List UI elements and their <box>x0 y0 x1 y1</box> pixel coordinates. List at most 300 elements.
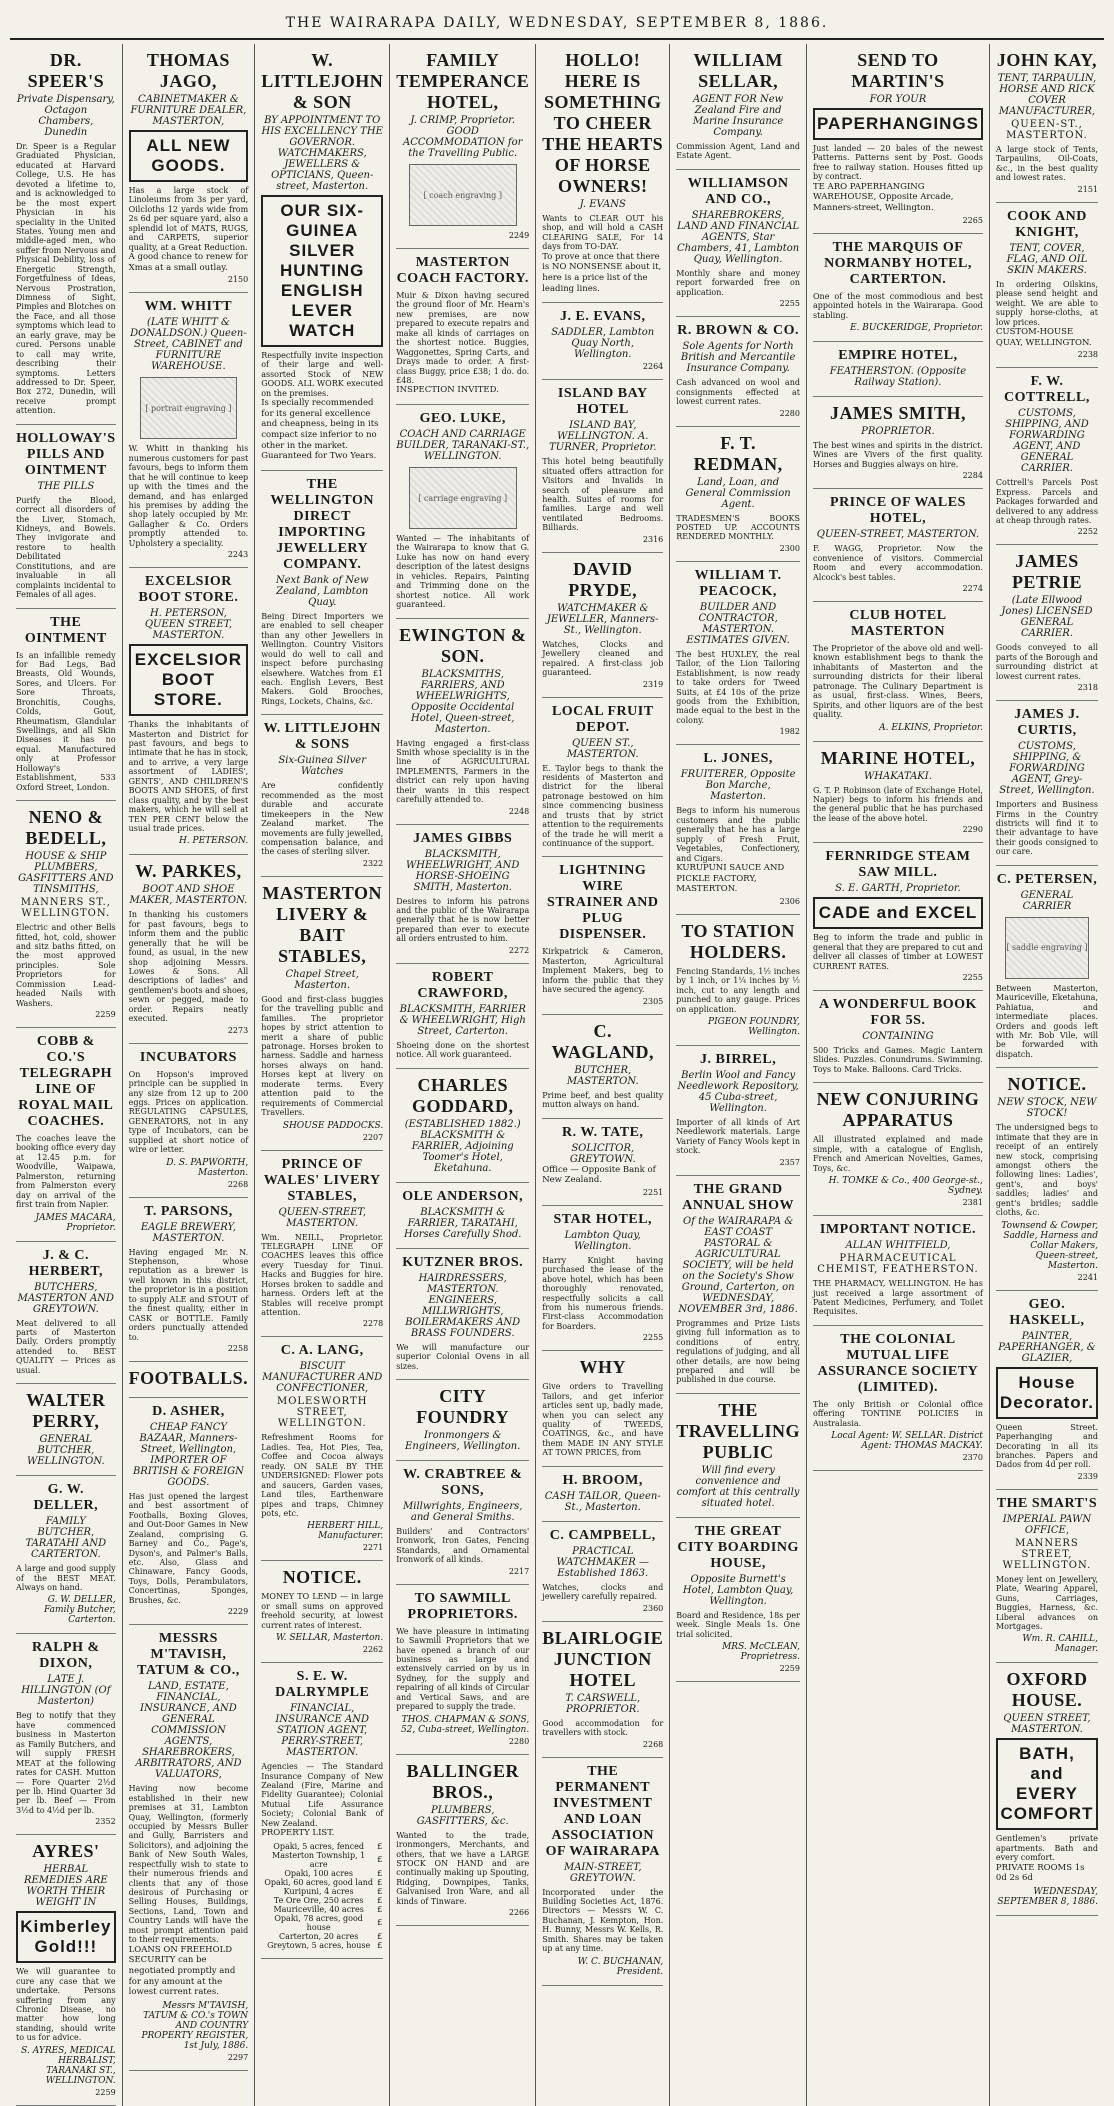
ad-subtitle: CASH TAILOR, Queen-St., Masterton. <box>544 1490 661 1513</box>
ad-body: Are confidently recommended as the most durable and accurate timekeepers in the New Zealand market. The movements are fully jewelled, compensation balance, and the cases of sterling silver. <box>261 781 384 857</box>
ad-body: Prime beef, and best quality mutton always on hand. <box>542 1090 664 1110</box>
property-row <box>261 1851 383 1869</box>
property-row <box>261 1878 383 1887</box>
ad-title: BALLINGER BROS., <box>406 1760 519 1802</box>
ad-title: C. PETERSEN, <box>996 871 1098 887</box>
ad-title: THE GREAT CITY BOARDING HOUSE, <box>677 1523 799 1571</box>
ad-number: 2280 <box>779 408 800 418</box>
ad-body: Respectfully invite inspection of their large and well-assorted Stock of NEW GOODS. ALL WORK executed on the premises. <box>261 351 384 398</box>
ad-line: PROPERTY LIST. <box>261 1828 335 1839</box>
ad-body: Agencies — The Standard Insurance Company of New Zealand (Fire, Marine and Fidelity Guarantee); Colonial Mutual Life Assurance Society; Colonial Bank of New Zealand. <box>261 1762 384 1828</box>
column-5 <box>536 44 670 2106</box>
advertisement <box>813 342 983 397</box>
ad-number: 2280 <box>508 1736 530 1746</box>
ad-subtitle: FAMILY BUTCHER, TARATAHI AND CARTERTON. <box>25 1516 107 1561</box>
ad-body: Incorporated under the Building Societies Act, 1876. Directors — Messrs W. C. Buchanan, J. Kempton, Hon. H. Bunny, Messrs W. Kells, R. Smith. Shares may be taken up at any time. <box>542 1887 664 1954</box>
ad-title: JOHN KAY, <box>996 50 1098 70</box>
ad-subtitle: CUSTOMS, SHIPPING, & FORWARDING AGENT, Grey-Street, Wellington. <box>999 741 1095 797</box>
ad-subtitle: LAND, ESTATE, FINANCIAL, INSURANCE, AND GENERAL COMMISSION AGENTS, SHAREBROKERS, ARBITRATORS, AND VALUATORS, <box>135 1681 242 1781</box>
ad-title: COBB & CO.'S TELEGRAPH LINE OF ROYAL MAIL COACHES. <box>18 1034 114 1129</box>
ad-number: 2255 <box>779 299 800 309</box>
ad-number: 2150 <box>227 275 249 285</box>
ad-title: R. W. TATE, <box>562 1124 644 1140</box>
advertisement <box>396 1183 529 1249</box>
advertisement <box>542 1119 663 1206</box>
column-3 <box>255 44 390 2106</box>
ad-title: T. PARSONS, <box>144 1203 233 1219</box>
ad-signature: E. BUCKERIDGE, Proprietor. <box>849 322 983 333</box>
advertisement <box>16 801 116 1028</box>
ad-subtitle: QUEEN-STREET, MASTERTON. <box>278 1206 366 1229</box>
advertisement <box>542 1015 663 1119</box>
ad-body: Shoeing done on the shortest notice. All work guaranteed. <box>396 1040 530 1060</box>
advertisement <box>16 1476 116 1634</box>
advertisement <box>996 368 1098 545</box>
ad-body: THE PHARMACY, WELLINGTON. He has just received a large assortment of Patent Medicines, Perfumery, and Toilet Requisites. <box>812 1279 983 1317</box>
advertisement <box>129 1398 249 1625</box>
advertisement <box>129 44 249 293</box>
masthead <box>10 8 1104 40</box>
ad-title: NEW CONJURING APPARATUS <box>816 1089 980 1131</box>
column-8 <box>990 44 1104 2106</box>
ad-body: A large and good supply of the BEST MEAT. Always on hand. <box>16 1564 116 1592</box>
ad-title: EMPIRE HOTEL, <box>838 347 958 363</box>
advertisement <box>676 170 800 317</box>
advertisement <box>813 991 983 1083</box>
ad-subtitle: FRUITERER, Opposite Bon Marche, Masterton. <box>680 769 796 803</box>
ad-title: THE WELLINGTON DIRECT IMPORTING JEWELLERY COMPANY. <box>270 476 374 572</box>
ad-number: 2265 <box>962 215 983 225</box>
ad-body: Electric and other Bells fitted, hot, cold, shower and sitz baths fitted, on the most approved principles. Sole Proprietors for Commission Lead-headed Nails with Washers. <box>16 923 116 1008</box>
advertisement <box>396 405 529 619</box>
advertisement <box>396 1461 529 1585</box>
ad-title: GEO. HASKELL, <box>1009 1296 1085 1328</box>
ad-body: Has just opened the largest and best assortment of Footballs, Boxing Gloves, and Out-Door Games in New Zealand, comprising G. Barney and Co., Page's, Dyson's, and Palmer's Balls, etc. Also, Glass and Chinaware, Fancy Goods, Toys, Dolls, Perambulators, Concertinas, Sponges, Brushes, &c. <box>128 1491 249 1605</box>
ad-banner: BATH, and EVERY COMFORT <box>996 1738 1098 1830</box>
ad-body: Commission Agent, Land and Estate Agent. <box>676 142 800 161</box>
ad-location: MOLESWORTH STREET, WELLINGTON. <box>276 1396 368 1430</box>
ad-title: DR. SPEER'S <box>27 50 105 91</box>
ad-body: Kirkpatrick & Cameron, Masterton, Agricultural Implement Makers, beg to inform the public that they have secured the agency. <box>542 947 664 995</box>
ad-title: W. LITTLEJOHN & SON <box>261 50 384 112</box>
ad-body: Fencing Standards, 1½ inches by 1 inch, or 1¼ inches by ½ inch, cut to any length and punched to any gauge. Prices on application. <box>676 966 800 1014</box>
ad-subtitle: BUTCHER, MASTERTON. <box>566 1064 639 1087</box>
ad-title: NENO & BEDELL, <box>25 807 107 849</box>
ad-number: 2252 <box>1077 527 1098 537</box>
ad-body: Wants to CLEAR OUT his shop, and will hold a CASH CLEARING SALE, For 14 days from TO-DAY. <box>542 214 664 252</box>
property-name: Te Ore Ore, 250 acres <box>273 1895 364 1905</box>
advertisement <box>813 234 983 342</box>
ad-subtitle: SADDLER, Lambton Quay North, Wellington. <box>551 327 655 361</box>
ad-title: NOTICE. <box>282 1567 362 1588</box>
ad-title: W. LITTLEJOHN & SONS <box>263 721 381 753</box>
ad-title: OLE ANDERSON, <box>402 1188 524 1204</box>
advertisement <box>542 303 663 380</box>
property-price: £ <box>377 1895 383 1905</box>
ad-title: D. ASHER, <box>152 1403 225 1419</box>
ad-subtitle: MAIN-STREET, GREYTOWN. <box>563 1861 642 1884</box>
ad-signature: H. PETERSON. <box>178 836 249 847</box>
ad-number: 2316 <box>642 534 664 544</box>
advertisement <box>542 1522 663 1622</box>
advertisement <box>996 545 1098 701</box>
ad-line: Is specially recommended for its general excellence and cheapness, being in its compact size inferior to no other in the market. Guaranteed for Two Years. <box>261 398 379 462</box>
ad-number: 2305 <box>642 996 664 1006</box>
ad-number: 2360 <box>642 1603 664 1613</box>
ad-body: This hotel being beautifully situated offers attraction for Visitors and Invalids in search of pleasure and health. Suites of rooms for families. Large and well ventilated Bedrooms. Billiards. <box>542 457 664 533</box>
property-row <box>261 1869 383 1878</box>
ad-body: In thanking his customers for past favours, begs to inform them and the public generally that he will be found, as usual, in the new shop adjoining Messrs. Lowes & Sons. All descriptions of ladies' and gentlemen's boots and shoes, sewn or pegged, made to order. Repairs neatly executed. <box>128 910 249 1024</box>
ad-title: JAMES SMITH, <box>829 402 966 423</box>
ad-title: WALTER PERRY, <box>26 1390 106 1432</box>
property-row <box>261 1914 383 1932</box>
advertisement <box>129 1198 249 1362</box>
ad-title: CHARLES GODDARD, <box>411 1074 514 1116</box>
ad-body: We will manufacture our superior Colonial Ovens in all sizes. <box>396 1342 530 1371</box>
ad-subtitle: J. EVANS <box>579 199 626 210</box>
ad-body: One of the most commodious and best appointed hotels in the Wairarapa. Good stabling. <box>812 291 983 320</box>
ad-subtitle: FEATHERSTON. (Opposite Railway Station). <box>829 365 967 388</box>
ad-number: 2300 <box>779 543 800 553</box>
property-name: Masterton Township, 1 acre <box>272 1850 366 1869</box>
ad-subtitle: Of the WAIRARAPA & EAST COAST PASTORAL & AGRICULTURAL SOCIETY, will be held on the Society's Show Ground, Carterton, on WEDNESDAY, NOVEMBER 3rd, 1886. <box>678 1215 798 1315</box>
ad-title: INCUBATORS <box>139 1049 237 1065</box>
ad-subtitle: THE PILLS <box>37 480 95 492</box>
ad-title: JAMES J. CURTIS, <box>1014 707 1080 739</box>
ad-number: 2357 <box>779 1157 800 1167</box>
property-price: £ <box>377 1877 383 1887</box>
ad-subtitle: BUTCHERS, MASTERTON AND GREYTOWN. <box>17 1281 115 1315</box>
column-6 <box>670 44 807 2106</box>
advertisement <box>542 1467 663 1522</box>
ad-body: Having engaged a first-class Smith whose speciality is in the line of AGRICULTURAL IMPLEMENTS, Farmers in the district can rely upon having their wants in this respect carefully attended to. <box>396 738 530 805</box>
advertisement <box>813 843 983 991</box>
ad-line: To prove at once that there is NO NONSENSE about it, here is a price list of the leading lines. <box>542 251 662 294</box>
ad-subtitle: COACH AND CARRIAGE BUILDER, TARANAKI-ST., WELLINGTON. <box>396 429 530 462</box>
ad-number: 2297 <box>227 2052 249 2062</box>
property-row <box>261 1896 383 1905</box>
advertisement <box>996 866 1098 1069</box>
advertisement <box>542 380 663 553</box>
ad-title: KUTZNER BROS. <box>402 1254 524 1270</box>
ad-title: ROBERT CRAWFORD, <box>417 969 508 1001</box>
ad-number: 2322 <box>362 858 384 868</box>
ad-number: 2255 <box>962 973 983 982</box>
advertisement <box>676 745 800 915</box>
property-row <box>261 1887 383 1896</box>
advertisement <box>813 1083 983 1216</box>
ad-signature: D. S. PAPWORTH, Masterton. <box>166 1157 249 1178</box>
advertisement <box>396 619 529 825</box>
ad-title: THE OINTMENT <box>24 614 107 646</box>
ad-body: Refreshment Rooms for Ladies. Tea, Hot Pies, Tea, Coffee and Cocoa always ready. ON SALE BY THE UNDERSIGNED: Flower pots and saucers, Garden vases, Land tiles, Earthenware pipes and traps, Chimney pots, etc. <box>261 1433 384 1518</box>
property-name: Mauriceville, 40 acres <box>273 1904 364 1914</box>
ad-subtitle: GENERAL CARRIER <box>1020 889 1074 912</box>
advertisement <box>996 1068 1098 1290</box>
ad-number: 2259 <box>779 1664 800 1674</box>
ad-number: 2352 <box>95 1817 116 1827</box>
ad-body: A large stock of Tents, Tarpaulins, Oil-Coats, &c., in the best quality and lowest rates. <box>995 145 1098 183</box>
ad-subtitle: AGENT FOR New Zealand Fire and Marine Insurance Company. <box>692 94 784 138</box>
ad-subtitle: PROPRIETOR. <box>861 425 935 437</box>
ad-number: 2272 <box>508 945 530 955</box>
advertisement <box>129 855 249 1043</box>
ad-number: 1982 <box>779 727 800 737</box>
ad-title: THE PERMANENT INVESTMENT AND LOAN ASSOCIATION OF WAIRARAPA <box>545 1763 660 1859</box>
ad-body: Has a large stock of Linoleums from 3s per yard, Oilcloths 12 yards wide from 2s 6d per square yard, also a splendid lot of MATS, RUGS, and CARPETS, superior quality, at a Great Reduction. <box>128 186 249 252</box>
ad-signature: H. TOMKE & Co., 400 George-st., Sydney. <box>828 1176 983 1197</box>
ad-title: HOLLO! HERE IS SOMETHING TO CHEER THE HEARTS OF HORSE OWNERS! <box>542 50 664 196</box>
advertisement <box>996 44 1098 203</box>
ad-body: Board and Residence, 18s per week. Single Meals 1s. One trial solicited. <box>676 1610 800 1639</box>
ad-body: Purify the Blood, correct all disorders of the Liver, Stomach, Kidneys, and Bowels. They invigorate and restore to health Debilitated Constitutions, and are invaluable in all complaints incidental to Females of all ages. <box>16 495 116 600</box>
ad-number: 2268 <box>642 1739 664 1749</box>
ad-title: AYRES' <box>32 1841 100 1862</box>
ad-subtitle: TENT, TARPAULIN, HORSE AND RICK COVER MANUFACTURER, <box>997 73 1097 117</box>
ad-subtitle: HERBAL REMEDIES ARE WORTH THEIR WEIGHT IN <box>23 1864 108 1909</box>
ad-title: WM. WHITT <box>144 299 233 315</box>
ad-body: Give orders to Travelling Tailors, and get inferior articles sent up, badly made, when you can select any quality of TWEEDS, COATINGS, &c., and have them MADE IN ANY STYLE AT TOWN PRICES, from <box>542 1382 664 1458</box>
ad-body: Dr. Speer is a Regular Graduated Physician, educated at Harvard College, U.S. He has devoted a lifetime to, and is acknowledged to be the most expert Physician in his speciality in the United States. Young men and middle-aged men, who suffer from Nervous and Physical Debility, loss of Energetic Strength, Forgetfulness of Ideas, Nervous Prostration, Dimness of Sight, Pimples and Blotches on the Face, and all those symptoms which lead to an early grave, may be cured. Persons unable to call may write, describing their symptoms. Letters addressed to Dr. Speer, Box 272, Dunedin, will receive prompt attention. <box>16 142 116 416</box>
property-price: £ <box>377 1904 383 1914</box>
ad-body: W. Whitt in thanking his numerous customers for past favours, begs to inform them that he will continue to keep up with the times and the demand, and has enlarged his premises by adding the shop lately occupied by Mr. Gallagher & Co. Orders promptly attended to. Upholstery a speciality. <box>128 444 249 548</box>
ad-title: SEND TO MARTIN'S <box>851 50 945 91</box>
ad-subtitle: BLACKSMITH, FARRIER & WHEELWRIGHT, High Street, Carterton. <box>399 1003 526 1037</box>
property-price: £ <box>377 1886 383 1896</box>
ad-title: C. A. LANG, <box>280 1343 364 1359</box>
advertisement <box>396 1380 529 1461</box>
advertisement <box>996 203 1098 368</box>
ad-title: PRINCE OF WALES HOTEL, <box>830 495 966 527</box>
ad-subtitle: QUEEN-STREET, MASTERTON. <box>816 529 980 541</box>
ad-title: PRINCE OF WALES' LIVERY STABLES, <box>263 1156 381 1204</box>
ad-subtitle: ISLAND BAY, WELLINGTON. A. TURNER, Proprietor. <box>549 420 657 454</box>
ad-signature: A. ELKINS, Proprietor. <box>879 722 983 733</box>
ad-body: Importer of all kinds of Art Needlework materials. Large Variety of Fancy Wools kept in stock. <box>676 1118 800 1156</box>
ad-number: 2278 <box>362 1319 384 1329</box>
ad-banner: EXCELSIOR BOOT STORE. <box>129 644 249 716</box>
ad-subtitle: Berlin Wool and Fancy Needlework Repository, 45 Cuba-street, Wellington. <box>677 1070 799 1114</box>
advertisement <box>676 1518 800 1682</box>
ad-subtitle: S. E. GARTH, Proprietor. <box>835 883 961 895</box>
ad-body: Builders' and Contractors' Ironwork, Iron Gates, Fencing Standards, and Ornamental Ironwork of all kinds. <box>396 1526 530 1565</box>
ad-title: MASTERTON LIVERY & BAIT STABLES, <box>262 882 382 966</box>
property-price: £ <box>377 1918 383 1928</box>
ad-subtitle: QUEEN ST., MASTERTON. <box>566 737 639 760</box>
ad-title: EXCELSIOR BOOT STORE. <box>138 574 239 606</box>
advertisement <box>16 425 116 609</box>
ad-signature: Local Agent: W. SELLAR. District Agent: THOMAS MACKAY. <box>831 1431 983 1452</box>
advertisement <box>396 964 529 1069</box>
property-row <box>261 1905 383 1914</box>
ad-location: MANNERS ST., WELLINGTON. <box>20 897 111 920</box>
ad-subtitle: BLACKSMITHS, FARRIERS, AND WHEELWRIGHTS, Opposite Occidental Hotel, Queen-street, Masterton. <box>410 668 515 735</box>
advertisement <box>261 1151 383 1338</box>
advertisement <box>813 602 983 742</box>
property-name: Opaki, 100 acres <box>284 1868 353 1878</box>
ad-title: OXFORD HOUSE. <box>1006 1669 1088 1711</box>
advertisement <box>813 489 983 602</box>
ad-number: 2290 <box>962 825 983 835</box>
ad-subtitle: PRACTICAL WATCHMAKER — Established 1863. <box>556 1545 649 1579</box>
ad-number: 2248 <box>508 806 530 816</box>
property-list <box>261 1842 383 1950</box>
advertisement <box>396 1755 529 1927</box>
ad-number: 2258 <box>227 1343 249 1353</box>
ad-number: 2262 <box>362 1645 384 1655</box>
property-price: £ <box>377 1940 383 1950</box>
ad-body: Programmes and Prize Lists giving full information as to conditions of entry, regulations of judging, and all other details, are now being prepared and will be published in due course. <box>676 1318 800 1385</box>
advertisement <box>261 44 383 471</box>
ad-body: Thanks the inhabitants of Masterton and District for past favours, and begs to intimate that he has in stock, and to arrive, a very large assortment of LADIES', GENTS', AND CHILDREN'S BOOTS AND SHOES, of first class quality, and by the best makers, which he will sell at TEN PER CENT below the usual trade prices. <box>128 720 249 833</box>
ad-number: 2217 <box>508 1566 530 1576</box>
ad-subtitle: BY APPOINTMENT TO HIS EXCELLENCY THE GOVERNOR. WATCHMAKERS, JEWELLERS & OPTICIANS, Queen-street, Masterton. <box>261 115 383 192</box>
ad-body: MONEY TO LEND — in large or small sums on approved freehold security, at lowest current rates of interest. <box>261 1592 384 1630</box>
ad-body: On Hopson's improved principle can be supplied in any size from 12 up to 200 eggs. Prices on application. REGULATING CAPSULES, GENERATORS, not in any type of Incubators, can be supplied at short notice of wire or letter. <box>128 1069 249 1155</box>
ad-body: Just landed — 20 bales of the newest Patterns. Patterns sent by Post. Goods free to railway station. Houses fitted up by contract. <box>812 144 983 182</box>
advertisement <box>129 293 249 568</box>
masthead-title: THE WAIRARAPA DAILY, WEDNESDAY, SEPTEMBER 8, 1886. <box>285 15 829 31</box>
advertisement <box>261 877 383 1151</box>
advertisement <box>813 1326 983 1471</box>
ad-number: 2264 <box>642 362 664 372</box>
ad-title: S. E. W. DALRYMPLE <box>275 1669 370 1701</box>
ad-subtitle: NEW STOCK, NEW STOCK! <box>997 1097 1097 1120</box>
ad-title: WHY <box>579 1357 626 1378</box>
ad-body: Money lent on Jewellery, Plate, Wearing Apparel, Guns, Carriages, Buggies, Harness, &c. Liberal advances on Mortgages. <box>995 1574 1098 1631</box>
engraving-image: [ portrait engraving ] <box>140 377 238 439</box>
ad-body: We will guarantee to cure any case that we undertake. Persons suffering from any Chronic Disease, no matter how long standing, should write to us for advice. <box>16 1967 116 2043</box>
advertisement <box>129 1625 249 2071</box>
advertisement <box>676 427 800 562</box>
ad-body: Beg to inform the trade and public in general that they are prepared to cut and deliver all classes of timber at LOWEST CURRENT RATES. <box>812 933 983 971</box>
property-name: Opaki, 5 acres, fenced <box>273 1841 365 1851</box>
advertisement <box>261 1663 383 1959</box>
advertisement <box>676 1046 800 1176</box>
ad-signature: S. AYRES, MEDICAL HERBALIST, TARANAKI ST., WELLINGTON. <box>21 2045 116 2086</box>
ad-body: Having engaged Mr. N. Stephenson, whose reputation as a brewer is well known in this district, the proprietor is in a position to supply ALE and STOUT of the finest quality, either in CASK or BOTTLE. Family orders punctually attended to. <box>128 1247 249 1342</box>
ad-title: THOMAS JAGO, <box>146 50 230 91</box>
ad-signature: Messrs M'TAVISH, TATUM & CO.'s TOWN AND COUNTRY PROPERTY REGISTER, 1st July, 1886. <box>141 2000 249 2051</box>
ad-title: L. JONES, <box>703 751 773 767</box>
advertisement <box>261 715 383 877</box>
ad-subtitle: BLACKSMITH & FARRIER, TARATAHI, Horses Carefully Shod. <box>403 1206 522 1240</box>
ad-title: THE GRAND ANNUAL SHOW <box>682 1181 794 1213</box>
ad-subtitle: BUILDER AND CONTRACTOR, MASTERTON. ESTIMATES GIVEN. <box>686 601 790 646</box>
ad-body: The undersigned begs to intimate that they are in receipt of an entirely new stock, comprising amongst others the following lines: Ladies', gent's, and boys' saddles; ladies' and gent's bridles; saddle cloths, &c. <box>995 1123 1098 1218</box>
ad-title: STAR HOTEL, <box>553 1211 653 1227</box>
column-1 <box>10 44 123 2106</box>
ad-title: THE SMART'S <box>996 1495 1098 1511</box>
column-2 <box>123 44 256 2106</box>
ad-body: Muir & Dixon having secured the ground floor of Mr. Hearn's new premises, are now prepared to execute repairs and make all kinds of carriages on the shortest notice. Buggies, Waggonettes, Spring Carts, and Drays made to order. A first-class Buggy, price £38; 1 do. do. £48. <box>396 291 530 385</box>
ad-body: The best wines and spirits in the district. Wines are Vivers of the first quality. Horses and Buggies always on hire. <box>812 440 983 469</box>
ad-number: 2339 <box>1077 1471 1098 1481</box>
ad-body: Is an infallible remedy for Bad Legs, Bad Breasts, Old Wounds, Sores, and Ulcers. For Sore Throats, Bronchitis, Coughs, Colds, Gout, Rheumatism, Glandular Swellings, and all Skin Diseases it has no equal. Manufactured only at Professor Holloway's Establishment, 533 Oxford Street, London. <box>16 650 116 792</box>
ad-title: THE TRAVELLING PUBLIC <box>676 1399 800 1462</box>
ad-line: TE ARO PAPERHANGING WAREHOUSE, Opposite Arcade, Manners-street, Wellington. <box>812 181 954 213</box>
advertisement <box>676 317 800 426</box>
property-row <box>261 1941 383 1950</box>
property-price: £ <box>377 1931 383 1941</box>
ad-title: W. CRABTREE & SONS, <box>403 1466 523 1498</box>
property-price: £ <box>377 1868 383 1878</box>
ad-subtitle: Land, Loan, and General Commission Agent. <box>685 476 791 510</box>
ad-title: J. & C. HERBERT, <box>28 1247 104 1279</box>
ad-body: TRADESMEN'S BOOKS POSTED UP. ACCOUNTS RENDERED MONTHLY. <box>676 513 800 542</box>
ad-title: BLAIRLOGIE JUNCTION HOTEL <box>542 1627 664 1690</box>
ad-title: GEO. LUKE, <box>419 411 506 426</box>
ad-banner: CADE and EXCEL <box>813 897 983 929</box>
ad-subtitle: WATCHMAKER & JEWELLER, Manners-St., Wellington. <box>546 602 659 636</box>
ad-signature: JAMES MACARA, Proprietor. <box>35 1212 116 1233</box>
ad-title: COOK AND KNIGHT, <box>1007 208 1087 240</box>
ad-body: Gentlemen's private apartments. Bath and every comfort. <box>995 1834 1098 1863</box>
advertisement <box>542 1351 663 1467</box>
ad-body: Wanted to the trade, ironmongers, Merchants, and others, that we have a LARGE STOCK ON HAND and are continually making up Spouting, Ridging, Downpipes, Tanks, Galvanised Iron Ware, and all kinds of Tinware. <box>396 1830 530 1906</box>
ad-body: Queen Street. Paperhanging and Decorating in all its branches. Papers and Dados from 4d per roll. <box>995 1422 1098 1470</box>
ad-banner: ALL NEW GOODS. <box>129 130 249 182</box>
ad-banner: OUR SIX-GUINEA SILVER HUNTING ENGLISH LEVER WATCH <box>261 195 383 347</box>
ad-subtitle: SOLICITOR, GREYTOWN. <box>569 1142 636 1165</box>
ad-title: EWINGTON & SON. <box>399 624 527 666</box>
ad-title: WILLIAM SELLAR, <box>693 50 783 91</box>
ad-title: WILLIAM T. PEACOCK, <box>694 567 782 599</box>
ad-number: 2381 <box>962 1198 983 1208</box>
ad-body: All illustrated explained and made simple, with a catalogue of English, French and American Novelties, Games, Toys, &c. <box>812 1135 983 1173</box>
ad-title: THE MARQUIS OF NORMANBY HOTEL, CARTERTON. <box>824 239 972 287</box>
ad-title: THE COLONIAL MUTUAL LIFE ASSURANCE SOCIETY (LIMITED). <box>817 1331 979 1395</box>
ad-title: MASTERTON COACH FACTORY. <box>396 255 529 286</box>
ad-body: Cottrell's Parcels Post Express. Parcels and Packages forwarded and delivered to any address at cheap through rates. <box>995 478 1098 525</box>
ad-number: 2273 <box>227 1025 249 1035</box>
ad-title: FOOTBALLS. <box>128 1367 249 1388</box>
advertisement <box>16 1028 116 1242</box>
ad-title: H. BROOM, <box>562 1472 643 1488</box>
property-name: Opaki, 78 acres, good house <box>274 1913 363 1932</box>
ad-line: INSPECTION INVITED. <box>396 385 499 396</box>
property-name: Carterton, 20 acres <box>278 1931 359 1941</box>
ad-number: 2268 <box>227 1179 249 1189</box>
ad-subtitle: SHAREBROKERS, LAND AND FINANCIAL AGENTS, Star Chambers, 41, Lambton Quay, Wellington. <box>677 209 800 265</box>
advertisement <box>542 1206 663 1352</box>
ad-subtitle: FINANCIAL, INSURANCE AND STATION AGENT, PERRY-STREET, MASTERTON. <box>275 1703 369 1759</box>
engraving-image: [ coach engraving ] <box>409 164 517 226</box>
advertisement <box>542 698 663 858</box>
ad-title: JAMES PETRIE <box>1011 551 1082 593</box>
ad-subtitle: FOR YOUR <box>869 94 927 105</box>
advertisement <box>396 249 529 405</box>
ad-subtitle: BLACKSMITH, WHEELWRIGHT, AND HORSE-SHOEING SMITH, Masterton. <box>406 848 520 893</box>
ad-body: G. T. P. Robinson (late of Exchange Hotel, Napier) begs to inform his friends and the general public that he has purchased the lease of the above hotel. <box>812 785 983 823</box>
ad-number: 2370 <box>962 1453 983 1463</box>
ad-title: C. WAGLAND, <box>551 1020 654 1062</box>
ad-signature: G. W. DELLER, Family Butcher, Carterton. <box>44 1595 116 1626</box>
ad-subtitle: Six-Guinea Silver Watches <box>278 755 367 778</box>
ad-subtitle: GENERAL BUTCHER, WELLINGTON. <box>26 1434 105 1468</box>
advertisement <box>813 742 983 844</box>
advertisement <box>396 825 529 964</box>
ad-number: 2271 <box>362 1543 384 1553</box>
ad-title: J. E. EVANS, <box>559 309 646 325</box>
ad-line: Office — Opposite Bank of New Zealand. <box>542 1164 656 1186</box>
ad-number: 2151 <box>1077 184 1098 194</box>
ad-number: 2243 <box>227 550 249 560</box>
property-name: Opaki, 60 acres, good land <box>264 1877 373 1887</box>
ad-title: MESSRS M'TAVISH, TATUM & CO., <box>137 1631 240 1679</box>
ad-subtitle: CUSTOMS, SHIPPING, AND FORWARDING AGENT, AND GENERAL CARRIER. <box>1005 408 1089 475</box>
advertisement <box>813 1216 983 1326</box>
